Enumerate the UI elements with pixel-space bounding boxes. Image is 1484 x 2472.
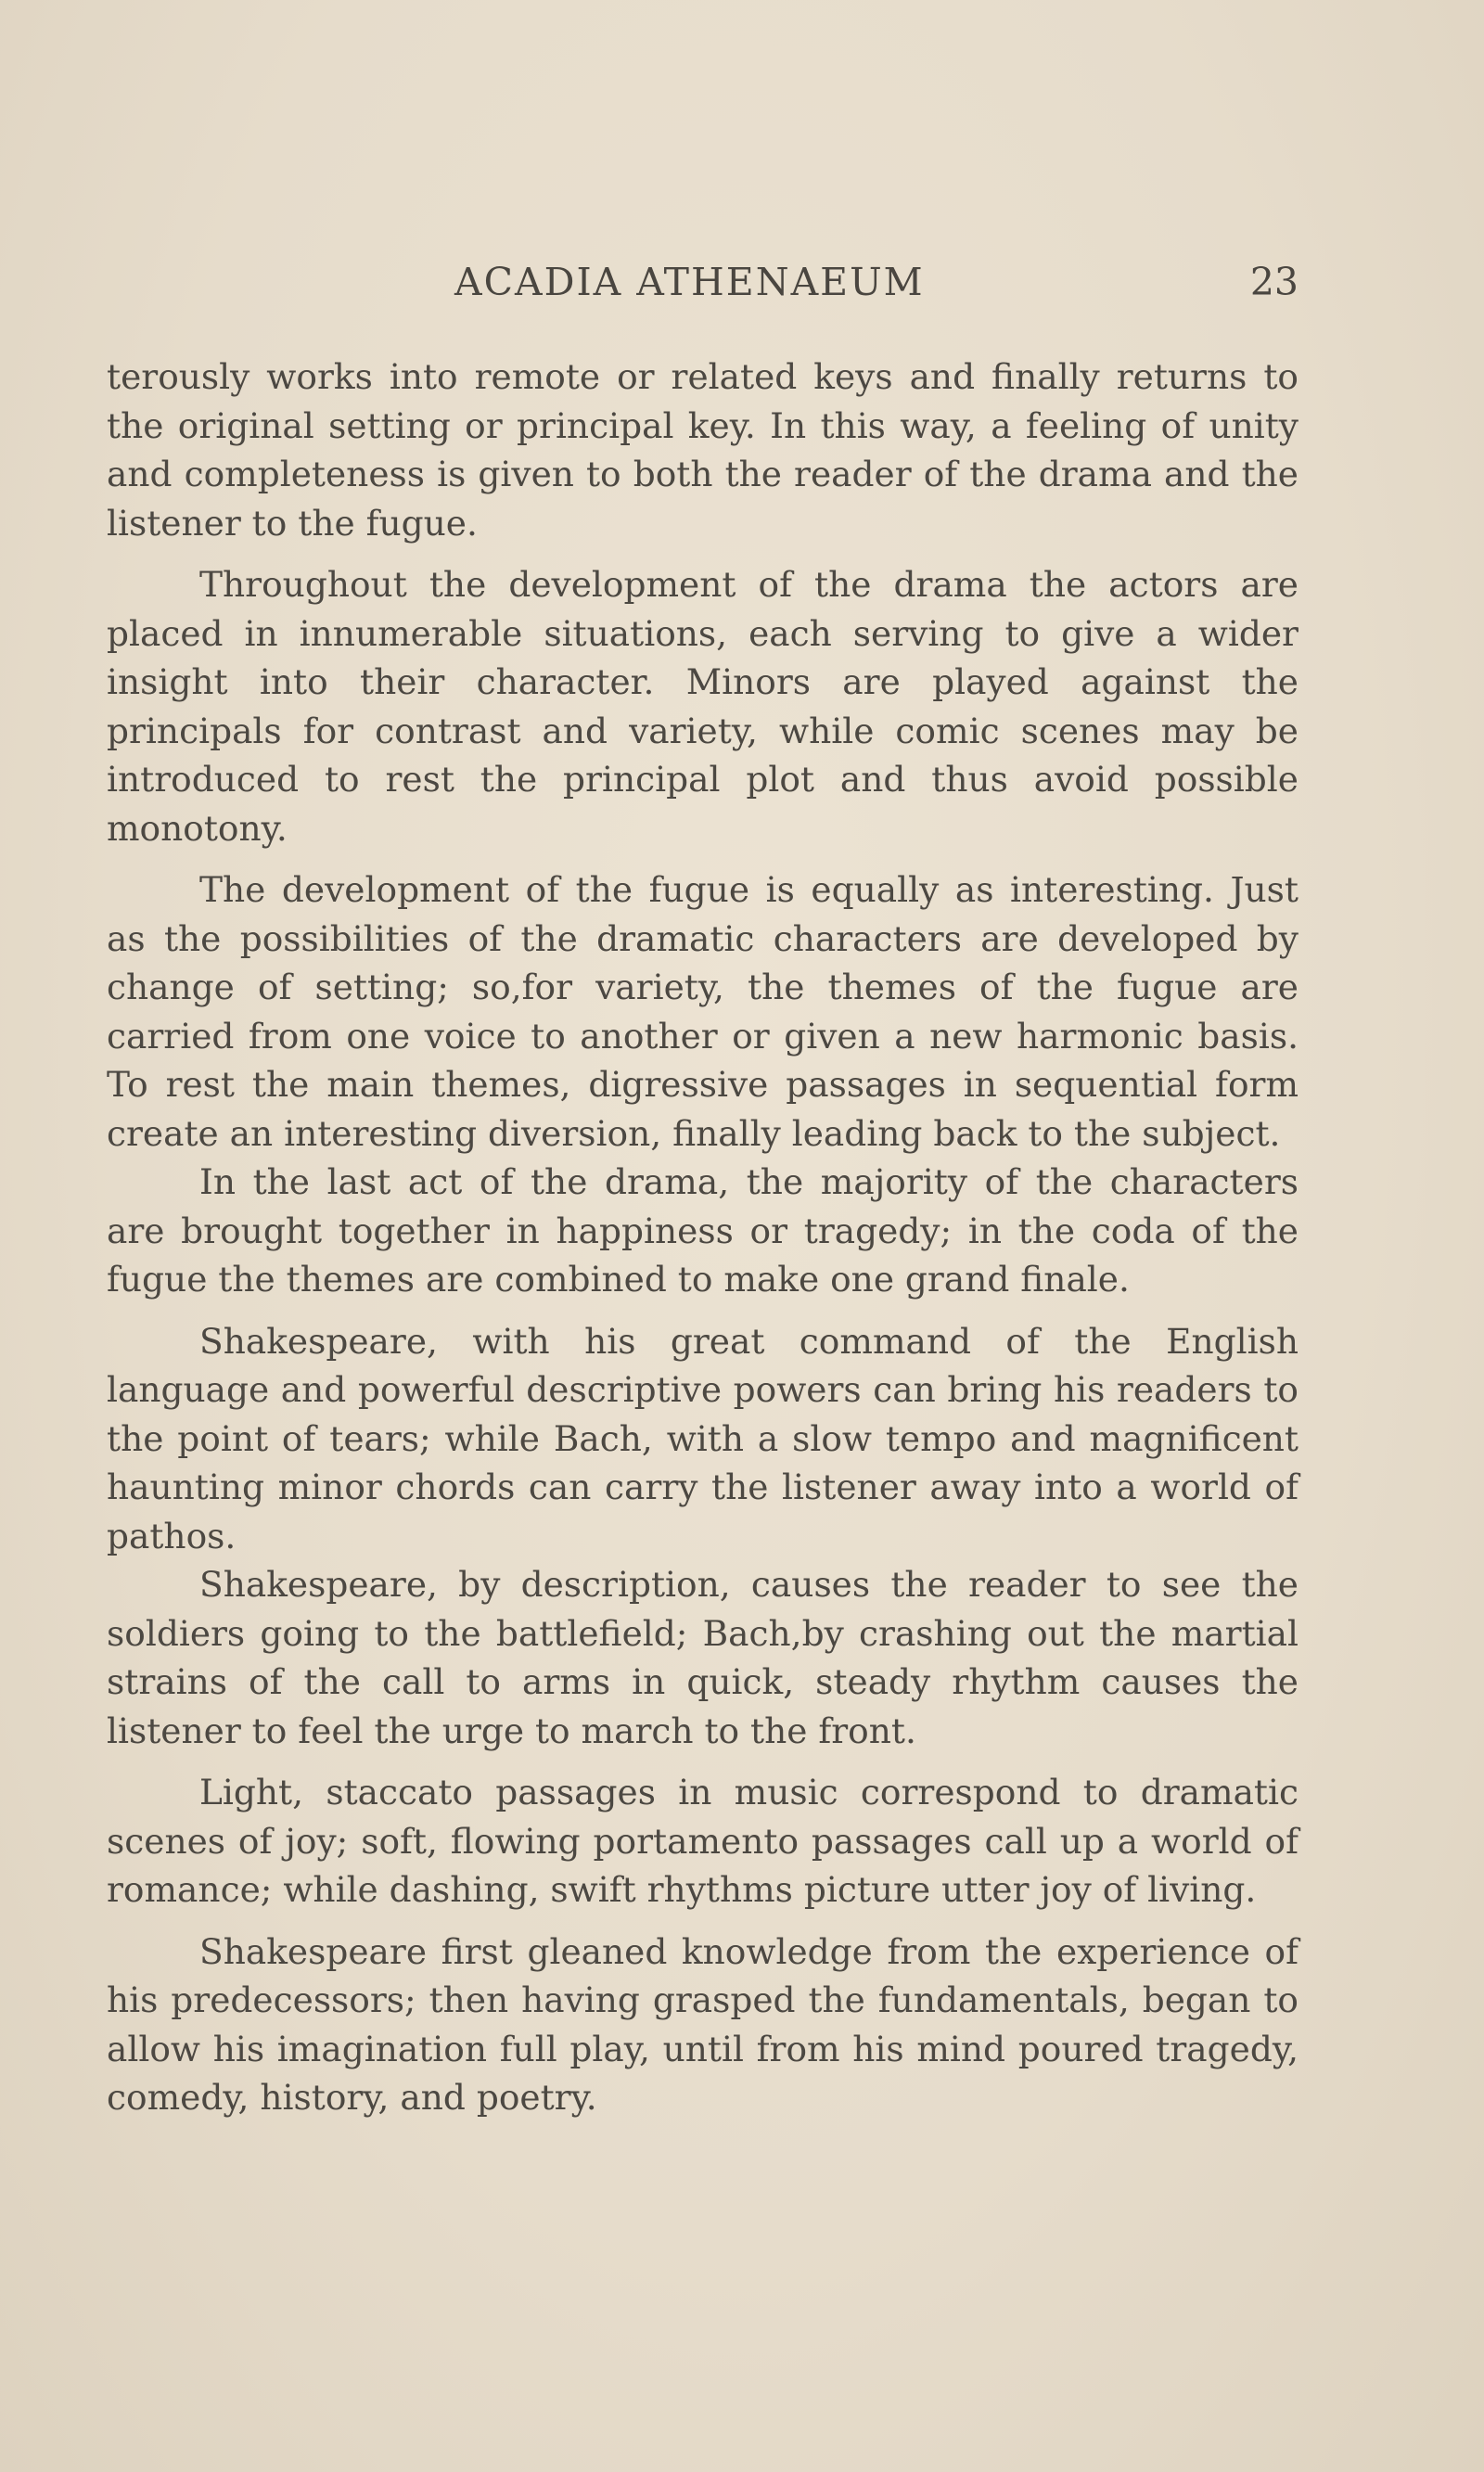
- page-header: [107, 260, 1298, 306]
- page-number: 23: [1249, 260, 1298, 304]
- paragraph-5: Shakespeare, with his great command of the English language and powerful descriptive powers can bring his readers to the point of tears; while Bach, with a slow tempo and magnificent haunting minor chords can carry the listener away into a world of pathos.: [107, 1320, 1298, 1556]
- paragraph-4: In the last act of the drama, the majority of the characters are brought together in happiness or tragedy; in the coda of the fugue the themes are combined to make one grand finale.: [107, 1161, 1298, 1300]
- paragraph-2: Throughout the development of the drama the actors are placed in innumerable situations, each serving to give a wider insight into their character. Minors are played against the principals for contrast and variety, while comic scenes may be introduced to rest the principal plot and thus avoid possible monotony.: [107, 564, 1298, 849]
- running-head: ACADIA ATHENAEUM: [454, 260, 925, 304]
- paragraph-8: Shakespeare first gleaned knowledge from the experience of his predecessors; then having grasped the fundamentals, began to allow his imagination full play, until from his mind poured tragedy, comedy, history, and poetry.: [107, 1930, 1298, 2118]
- article-body: [107, 352, 1298, 2122]
- paragraph-6: Shakespeare, by description, causes the reader to see the soldiers going to the battlefield; Bach,by crashing out the martial strains of the call to arms in quick, steady rhythm causes the listener to feel the urge to march to the front.: [107, 1564, 1298, 1751]
- paragraph-3: The development of the fugue is equally as interesting. Just as the possibilities of the dramatic characters are developed by change of setting; so,for variety, the themes of the fugue are carried from one voice to another or given a new harmonic basis. To rest the main themes, digressive passages in sequential form create an interesting diversion, finally leading back to the subject.: [107, 869, 1298, 1154]
- paragraph-7: Light, staccato passages in music correspond to dramatic scenes of joy; soft, flowing portamento passages call up a world of romance; while dashing, swift rhythms picture utter joy of living.: [107, 1772, 1298, 1910]
- paragraph-1: terously works into remote or related keys and finally returns to the original setting or principal key. In this way, a feeling of unity and completeness is given to both the reader of the drama and the listener to the fugue.: [107, 356, 1298, 544]
